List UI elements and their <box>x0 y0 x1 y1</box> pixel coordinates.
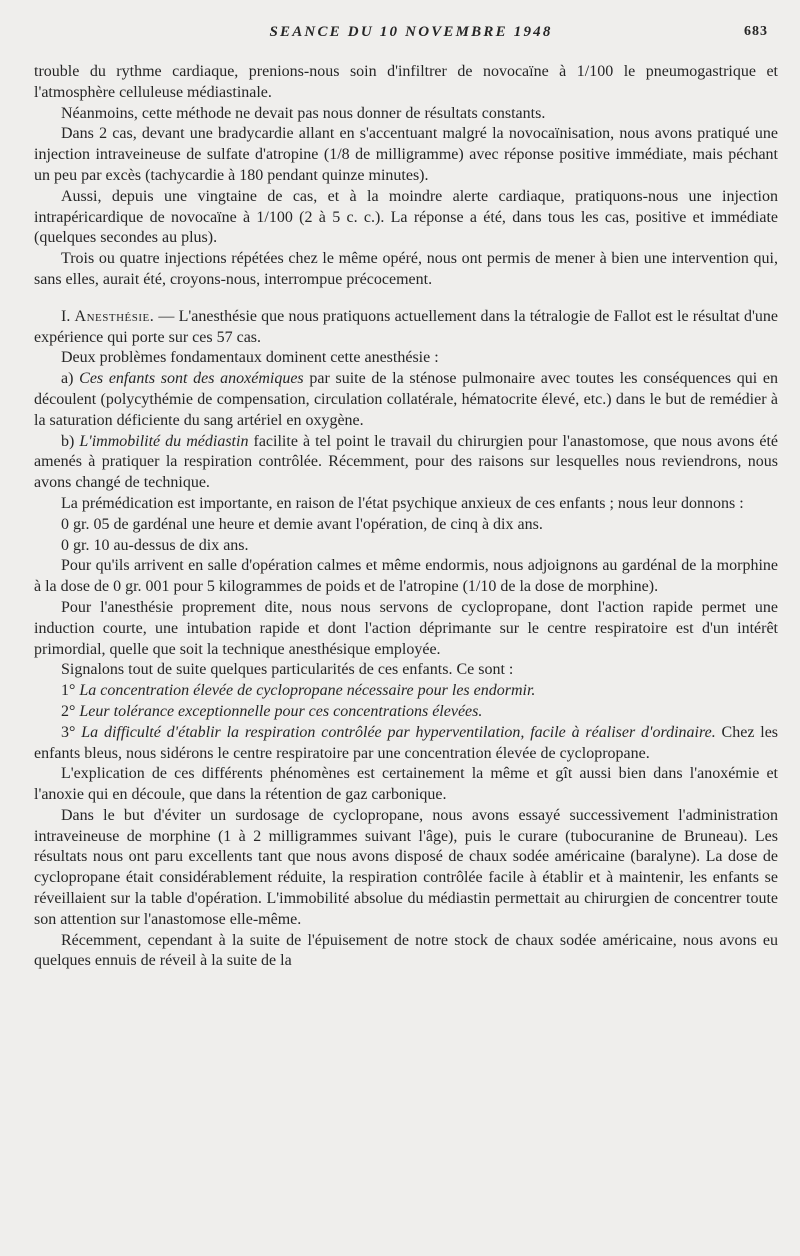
list-paragraph <box>34 702 778 723</box>
page-number: 683 <box>744 24 768 39</box>
paragraph: L'explication de ces différents phénomènes est certainement la même et gît aussi bien dans l'anoxémie et l'anoxie qui en découle, que dans la rétention de gaz carbonique. <box>34 765 778 804</box>
emphasis-text: Ces enfants sont des anoxémiques <box>79 370 304 388</box>
paragraph: Néanmoins, cette méthode ne devait pas nous donner de résultats constants. <box>61 104 546 122</box>
paragraph-text: par suite de la sténose pulmonaire avec toutes les conséquences qui en découlent (polycythémie de compensation, circulation collatérale, hématocrite élevé, etc.) dans le but de remédier à la saturation déficiente du sang artériel en oxygène. <box>34 370 779 429</box>
body-text <box>34 62 778 972</box>
dose-line: 0 gr. 10 au-dessus de dix ans. <box>61 536 249 554</box>
emphasis-text: L'immobilité du médiastin <box>79 432 249 450</box>
paragraph: Dans 2 cas, devant une bradycardie allant en s'accentuant malgré la novocaïnisation, nous avons pratiqué une injection intraveineuse de sulfate d'atropine (1/8 de milligramme) avec réponse positive immédiate, mais péchant un peu par excès (tachycardie à 180 pendant quinze minutes). <box>34 125 778 184</box>
section-gap <box>34 291 778 307</box>
header-title: SEANCE DU 10 NOVEMBRE 1948 <box>269 24 553 40</box>
list-marker: 1° <box>61 682 76 700</box>
paragraph: Pour l'anesthésie proprement dite, nous nous servons de cyclopropane, dont l'action rapide permet une induction courte, une intubation rapide et dont l'action déprimante sur le centre respiratoire est d'un intérêt primordial, quelle que soit la technique anesthésique employée. <box>34 598 778 658</box>
list-paragraph <box>34 681 778 702</box>
paragraph: Deux problèmes fondamentaux dominent cette anesthésie : <box>61 349 439 367</box>
section-heading-paragraph <box>34 307 778 349</box>
list-marker: b) <box>61 432 75 450</box>
paragraph-text: Chez les enfants bleus, nous sidérons le centre respiratoire par une concentration élevée de cyclopropane. <box>34 723 779 762</box>
paragraph: Dans le but d'éviter un surdosage de cyclopropane, nous avons essayé successivement l'administration intraveineuse de morphine (1 à 2 milligrammes suivant l'âge), puis le curare (tubocuranine de Bruneau). Les résultats nous ont paru excellents tant que nous avons disposé de chaux sodée américaine (baralyne). La dose de cyclopropane était considérablement réduite, la respiration contrôlée facile à établir et à maintenir, les enfants se réveillaient sur la table d'opération. L'immobilité absolue du médiastin permettait au chirurgien de concentrer toute son attention sur l'anastomose elle-même. <box>34 806 778 928</box>
section-number: I. <box>61 307 71 325</box>
paragraph-text: — L'anesthésie que nous pratiquons actuellement dans la tétralogie de Fallot est le résultat d'une expérience qui porte sur ces 57 cas. <box>34 307 779 346</box>
section-heading: Anesthésie. <box>74 307 155 325</box>
list-paragraph <box>34 432 778 494</box>
emphasis-text: La concentration élevée de cyclopropane nécessaire pour les endormir. <box>79 682 536 700</box>
paragraph: Signalons tout de suite quelques particularités de ces enfants. Ce sont : <box>61 661 514 679</box>
paragraph: Aussi, depuis une vingtaine de cas, et à la moindre alerte cardiaque, pratiquons-nous une injection intrapéricardique de novocaïne à 1/100 (2 à 5 c. c.). La réponse a été, dans tous les cas, positive et immédiate (quelques secondes au plus). <box>34 187 778 247</box>
emphasis-text: La difficulté d'établir la respiration contrôlée par hyperventilation, facile à réaliser d'ordinaire. <box>81 723 716 741</box>
paragraph: trouble du rythme cardiaque, prenions-nous soin d'infiltrer de novocaïne à 1/100 le pneumogastrique et l'atmosphère celluleuse médiastinale. <box>34 63 778 101</box>
paragraph: Trois ou quatre injections répétées chez le même opéré, nous ont permis de mener à bien une intervention qui, sans elles, aurait été, croyons-nous, interrompue précocement. <box>34 250 778 288</box>
paragraph: Récemment, cependant à la suite de l'épuisement de notre stock de chaux sodée américaine, nous avons eu quelques ennuis de réveil à la suite de la <box>34 931 778 970</box>
list-marker: a) <box>61 370 74 388</box>
list-marker: 2° <box>61 702 76 720</box>
paragraph: Pour qu'ils arrivent en salle d'opération calmes et même endormis, nous adjoignons au gardénal de la morphine à la dose de 0 gr. 001 pour 5 kilogrammes de poids et de l'atropine (1/10 de la dose de morphine). <box>34 557 778 596</box>
dose-line: 0 gr. 05 de gardénal une heure et demie avant l'opération, de cinq à dix ans. <box>61 515 543 533</box>
list-marker: 3° <box>61 723 76 741</box>
running-header <box>34 18 778 48</box>
emphasis-text: Leur tolérance exceptionnelle pour ces concentrations élevées. <box>79 702 483 720</box>
list-paragraph <box>34 723 778 765</box>
list-paragraph <box>34 369 778 431</box>
paragraph-text: facilite à tel point le travail du chirurgien pour l'anastomose, que nous avons été amenés à pratiquer la respiration contrôlée. Récemment, pour des raisons sur lesquelles nous reviendrons, nous avons changé de technique. <box>34 432 778 492</box>
paragraph: La prémédication est importante, en raison de l'état psychique anxieux de ces enfants ; nous leur donnons : <box>61 494 744 512</box>
